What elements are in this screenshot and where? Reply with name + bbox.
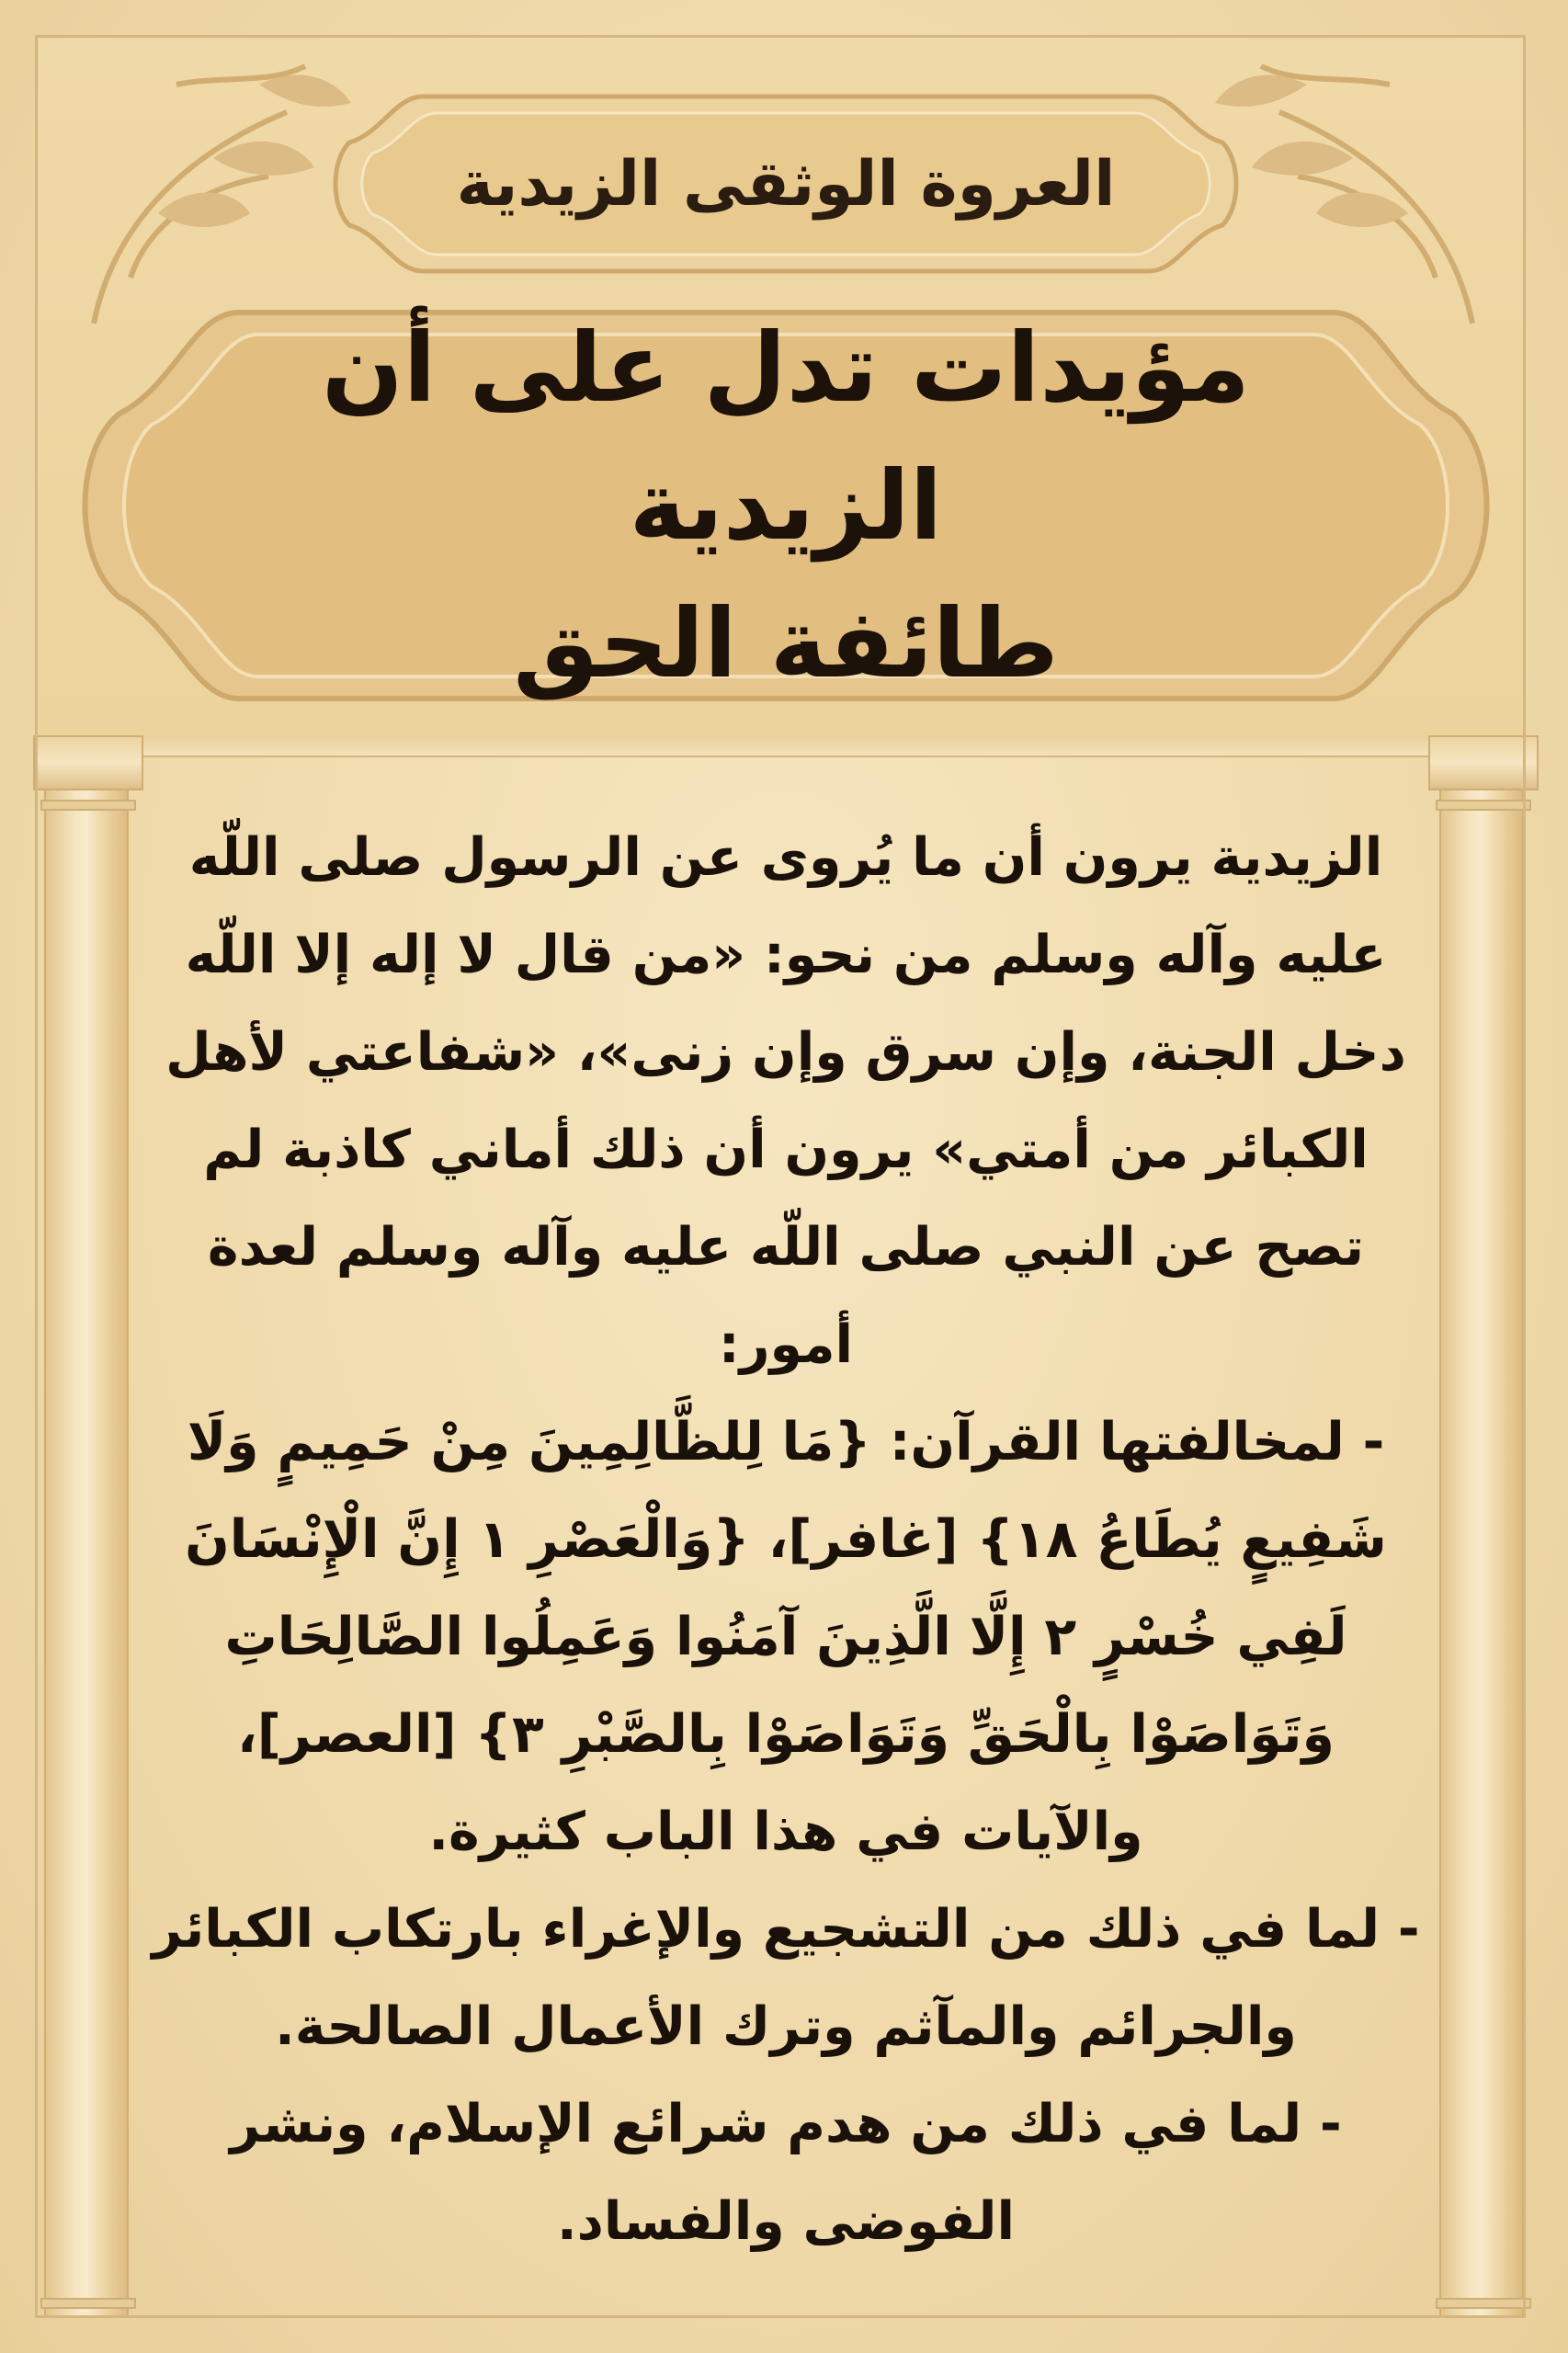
title-line-1: مؤيدات تدل على أن الزيدية <box>322 312 1250 562</box>
point-destruction: - لما في ذلك من هدم شرائع الإسلام، ونشر الفوضى والفساد. <box>230 2094 1342 2252</box>
title-line-2: طائفة الحق <box>513 587 1059 699</box>
intro-paragraph: الزيدية يرون أن ما يُروى عن الرسول صلى اللّه عليه وآله وسلم من نحو: «من قال لا إله إلا اللّه دخل الجنة، وإن سرق وإن زنى»، «شفاعتي لأهل الكبائر من أمتي» يرون أن ذلك أماني كاذبة لم تصح عن النبي صلى اللّه عليه وآله وسلم لعدة أمور: <box>165 827 1406 1375</box>
point-quran: - لمخالفتها القرآن: {مَا لِلظَّالِمِينَ مِنْ حَمِيمٍ وَلَا شَفِيعٍ يُطَاعُ ١٨} [غافر]، {وَالْعَصْرِ ١ إِنَّ الْإِنْسَانَ لَفِي خُسْرٍ ٢ إِلَّا الَّذِينَ آمَنُوا وَعَمِلُوا الصَّالِحَاتِ وَتَوَاصَوْا بِالْحَقِّ وَتَوَاصَوْا بِالصَّبْرِ ٣} [العصر]، والآيات في هذا الباب كثيرة. <box>185 1412 1387 1862</box>
point-encouragement: - لما في ذلك من التشجيع والإغراء بارتكاب الكبائر والجرائم والمآثم وترك الأعمال الصالحة. <box>152 1899 1420 2057</box>
series-title: العروة الوثقى الزيدية <box>456 147 1116 221</box>
body-text <box>152 809 1420 2279</box>
